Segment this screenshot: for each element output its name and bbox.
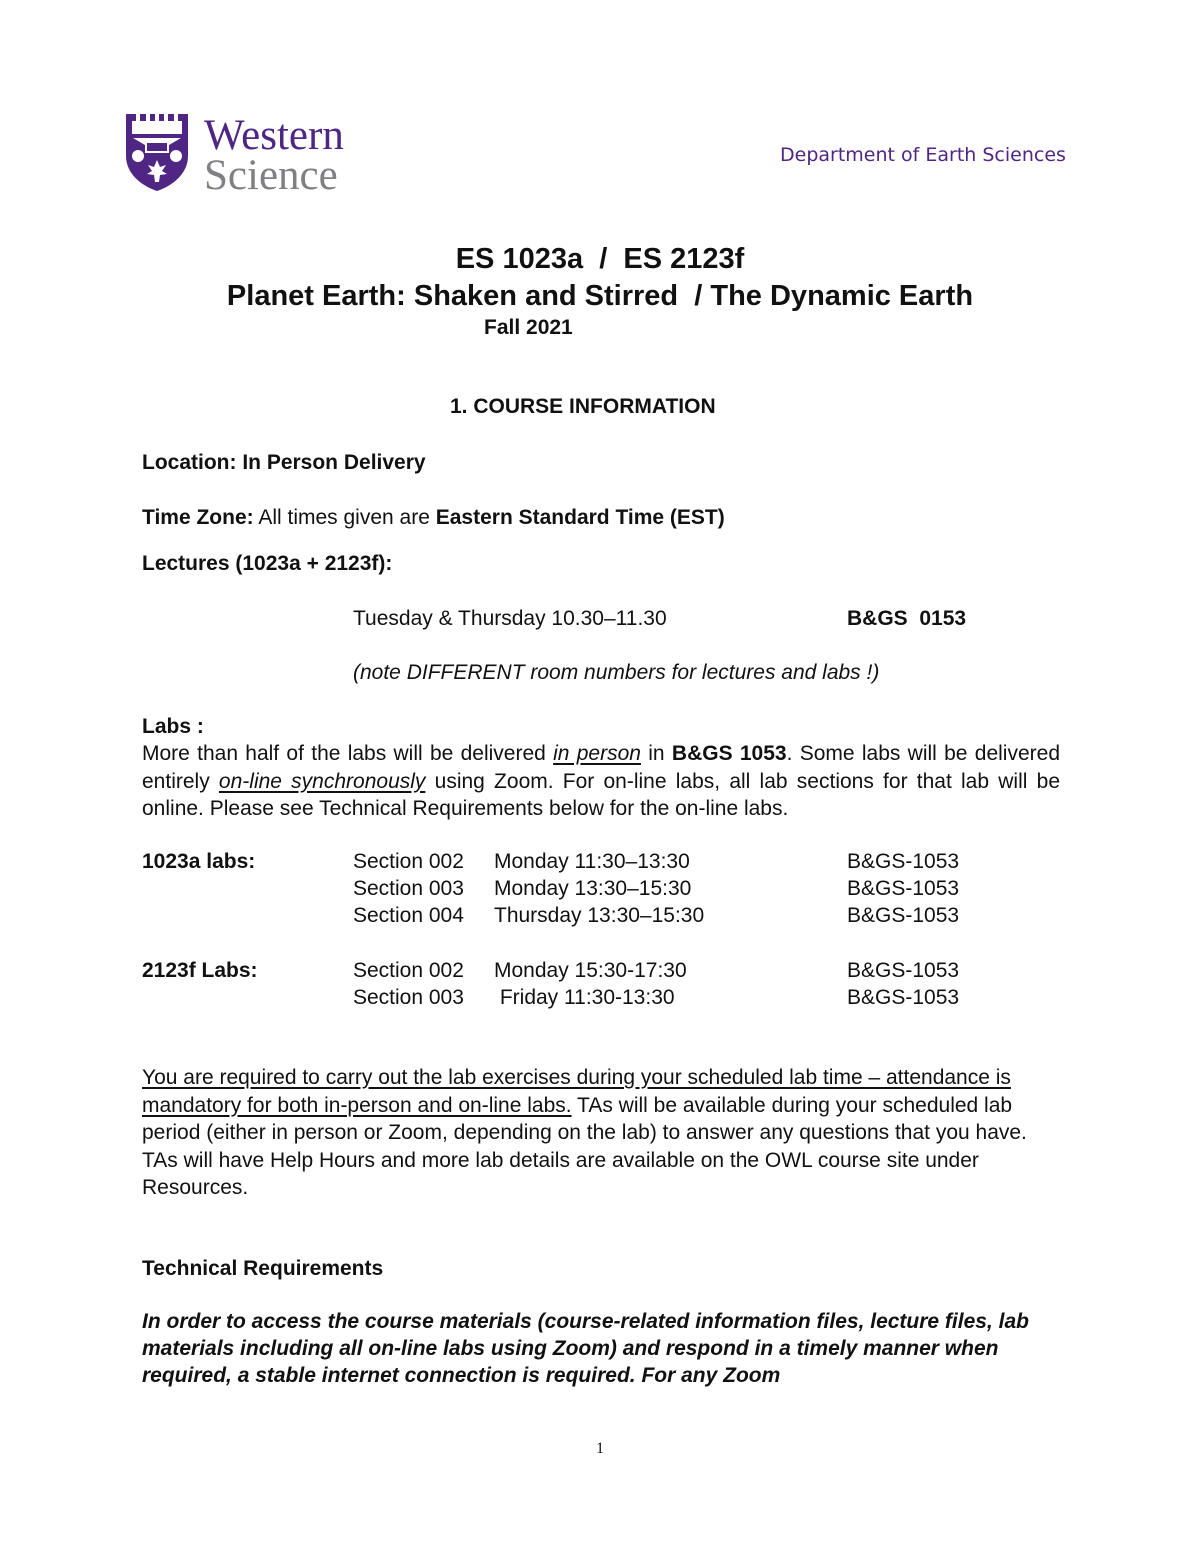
labs-1023a-label: 1023a labs: bbox=[142, 850, 256, 873]
labs-online-sync: on-line synchronously bbox=[218, 769, 426, 793]
course-codes-title: ES 1023a / ES 2123f bbox=[455, 243, 745, 275]
labs-para-text-2: in bbox=[648, 742, 665, 765]
table-row-section: Section 003 bbox=[353, 986, 464, 1009]
department-name: Department of Earth Sciences bbox=[780, 144, 1066, 166]
western-crest-icon bbox=[124, 112, 190, 192]
timezone-value: Eastern Standard Time (EST) bbox=[435, 506, 725, 529]
course-names-title: Planet Earth: Shaken and Stirred / The Dynamic Earth bbox=[226, 280, 974, 312]
lecture-note: (note DIFFERENT room numbers for lectures and labs !) bbox=[353, 661, 880, 684]
term-label: Fall 2021 bbox=[484, 316, 573, 339]
timezone-label: Time Zone: bbox=[142, 506, 254, 529]
tech-requirements-text: In order to access the course materials (course-related information files, lecture files, lab materials including all on-line labs using Zoom) and respond in a timely manner when required, a stable internet connection is required. For any Zoom bbox=[142, 1310, 1029, 1387]
attendance-paragraph bbox=[142, 1064, 1042, 1202]
table-row-section: Section 004 bbox=[353, 904, 464, 927]
table-row-room: B&GS-1053 bbox=[847, 959, 960, 982]
table-row-section: Section 002 bbox=[353, 959, 464, 982]
table-row-time: Monday 11:30–13:30 bbox=[494, 850, 690, 873]
labs-label: Labs : bbox=[142, 715, 204, 738]
labs-para-text-3: . Some labs will be delivered entirely bbox=[142, 742, 1060, 793]
timezone-text: All times given are bbox=[258, 506, 430, 529]
table-row-room: B&GS-1053 bbox=[847, 850, 960, 873]
labs-2123f-label: 2123f Labs: bbox=[142, 959, 258, 982]
table-row-time: Monday 15:30-17:30 bbox=[494, 959, 687, 982]
table-row-room: B&GS-1053 bbox=[847, 986, 960, 1009]
table-row-section: Section 003 bbox=[353, 877, 464, 900]
logo-word-western: Western bbox=[204, 112, 344, 159]
timezone-line bbox=[142, 504, 725, 531]
lecture-time: Tuesday & Thursday 10.30–11.30 bbox=[353, 607, 667, 630]
table-row-time: Friday 11:30-13:30 bbox=[494, 986, 675, 1009]
lectures-label: Lectures (1023a + 2123f): bbox=[142, 552, 393, 575]
table-row-room: B&GS-1053 bbox=[847, 904, 960, 927]
logo-word-science: Science bbox=[204, 152, 338, 199]
attendance-details: TAs will be available during your scheduled lab period (either in person or Zoom, depending on the lab) to answer any questions that you have. TAs will have Help Hours and more lab details are available on the OWL course site under Resources. bbox=[142, 1093, 1027, 1199]
labs-para-text-1: More than half of the labs will be delivered bbox=[142, 742, 546, 765]
labs-room: B&GS 1053 bbox=[671, 742, 787, 765]
attendance-mandatory: You are required to carry out the lab exercises during your scheduled lab time – attendance is mandatory for both in-person and on-line labs. bbox=[142, 1066, 1011, 1117]
table-row-time: Thursday 13:30–15:30 bbox=[494, 904, 705, 927]
table-row-time: Monday 13:30–15:30 bbox=[494, 877, 692, 900]
section-heading: 1. COURSE INFORMATION bbox=[450, 395, 716, 418]
labs-paragraph bbox=[142, 740, 1060, 823]
table-row-room: B&GS-1053 bbox=[847, 877, 960, 900]
labs-in-person: in person bbox=[553, 742, 641, 765]
western-science-logo bbox=[124, 112, 374, 199]
page-number: 1 bbox=[596, 1440, 604, 1457]
table-row-section: Section 002 bbox=[353, 850, 464, 873]
labs-para-text-4: using Zoom. For on-line labs, all lab sections for that lab will be online. Please see Technical Requirements below for the on-line labs. bbox=[142, 769, 1060, 820]
location-label: Location: In Person Delivery bbox=[142, 451, 426, 474]
lecture-room: B&GS 0153 bbox=[847, 607, 967, 630]
tech-requirements-heading: Technical Requirements bbox=[142, 1257, 384, 1280]
